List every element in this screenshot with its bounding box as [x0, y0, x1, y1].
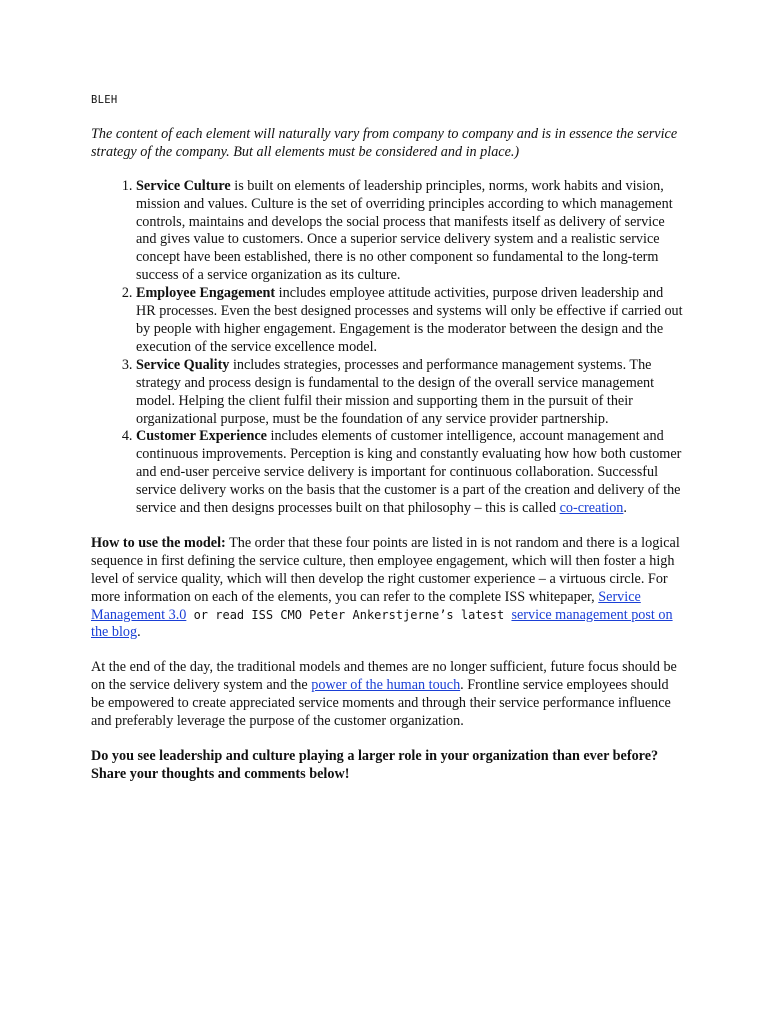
closing-question: Do you see leadership and culture playing a larger role in your organization than ever before? Share your thoughts and comments below!: [91, 748, 659, 782]
item-text-end: .: [623, 500, 627, 517]
end-text-2: . Frontline service employees should be empowered to create appreciated service moments and through their service performance influence and preferably leverage the purpose of the customer organization.: [91, 677, 671, 730]
item-title: Customer Experience: [136, 428, 267, 445]
item-title: Service Culture: [136, 177, 231, 194]
how-to-end: .: [137, 624, 141, 641]
blog-post-link[interactable]: service management post on the blog: [91, 606, 673, 641]
list-item-employee-engagement: [136, 285, 683, 357]
item-text: includes elements of customer intelligence, account management and continuous improvements. Perception is king and constantly evaluating how how both customer and end-user perceive service delivery is important for continuous collaboration. Successful service delivery works on the basis that the customer is a part of the creation and delivery of the service and then designs processes built on that philosophy – this is called: [136, 428, 682, 517]
human-touch-link[interactable]: power of the human touch: [311, 677, 461, 694]
list-item-service-quality: [136, 357, 683, 429]
co-creation-link[interactable]: co-creation: [559, 500, 624, 517]
item-text: includes employee attitude activities, purpose driven leadership and HR processes. Even the best designed processes and systems will only be effective if carried out by people with higher engagement. Engagement is the moderator between the design and the execution of the service excellence model.: [136, 285, 683, 355]
end-text-1: At the end of the day, the traditional models and themes are no longer sufficient, future focus should be on the service delivery system and the: [91, 659, 677, 694]
elements-list: [91, 178, 683, 518]
document-page: [91, 92, 683, 801]
how-to-text: The order that these four points are listed in is not random and there is a logical sequence in first defining the service culture, then employee engagement, which will then foster a high level of service quality, which will then develop the right customer experience – a virtuous circle. For more information on each of the elements, you can refer to the complete ISS whitepaper,: [91, 534, 680, 605]
end-paragraph: [91, 659, 683, 731]
document-heading: BLEH: [91, 94, 118, 106]
list-item-customer-experience: [136, 428, 683, 518]
service-management-link[interactable]: Service Management 3.0: [91, 588, 641, 623]
item-title: Employee Engagement: [136, 285, 276, 302]
item-text: is built on elements of leadership principles, norms, work habits and vision, mission and values. Culture is the set of overriding principles according to which management controls, maintains and develops the social process that manifests itself as delivery of service and gives value to customers. Once a superior service delivery system and a realistic service concept have been established, there is no other component so fundamental to the long-term success of a service organization as its culture.: [136, 177, 673, 284]
how-to-mono-text: or read ISS CMO Peter Ankerstjerne’s latest: [186, 607, 512, 622]
how-to-paragraph: [91, 535, 683, 642]
how-to-label: How to use the model:: [91, 534, 226, 551]
list-item-service-culture: [136, 178, 683, 285]
intro-paragraph: The content of each element will naturally vary from company to company and is in essence the service strategy of the company. But all elements must be considered and in place.): [91, 125, 678, 160]
item-title: Service Quality: [136, 356, 230, 373]
item-text: includes strategies, processes and performance management systems. The strategy and process design is fundamental to the design of the overall service management model. Helping the client fulfil their mission and supporting them in the pursuit of their organizational purpose, must be the foundation of any service provider partnership.: [136, 356, 655, 427]
